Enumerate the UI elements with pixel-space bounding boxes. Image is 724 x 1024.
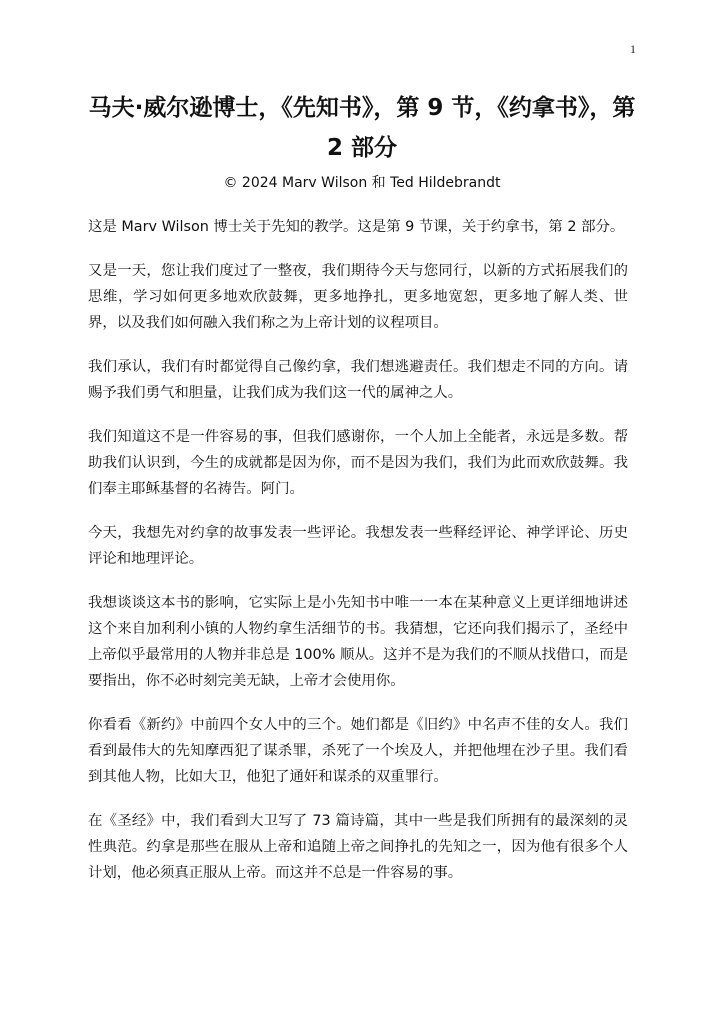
document-body xyxy=(88,214,628,904)
paragraph: 这是 Marv Wilson 博士关于先知的教学。这是第 9 节课，关于约拿书，第 2 部分。 xyxy=(88,219,625,235)
document-title: 马夫·威尔逊博士，《先知书》，第 9 节，《约拿书》，第 2 部分 xyxy=(88,95,636,161)
paragraph: 我想谈谈这本书的影响，它实际上是小先知书中唯一一本在某种意义上更详细地讲述这个来自加利利小镇的人物约拿生活细节的书。我猜想，它还向我们揭示了，圣经中上帝似乎最常用的人物并非总是 100% 顺从。这并不是为我们的不顺从找借口，而是要指出，你不必时刻完美无缺，上帝才会使用你。 xyxy=(88,595,628,689)
paragraph: 你看看《新约》中前四个女人中的三个。她们都是《旧约》中名声不佳的女人。我们看到最伟大的先知摩西犯了谋杀罪，杀死了一个埃及人，并把他埋在沙子里。我们看到其他人物，比如大卫，他犯了通奸和谋杀的双重罪行。 xyxy=(88,717,628,785)
paragraph: 又是一天，您让我们度过了一整夜，我们期待今天与您同行，以新的方式拓展我们的思维，学习如何更多地欢欣鼓舞，更多地挣扎，更多地宽恕，更多地了解人类、世界，以及我们如何融入我们称之为上帝计划的议程项目。 xyxy=(88,263,628,331)
paragraph: 在《圣经》中，我们看到大卫写了 73 篇诗篇，其中一些是我们所拥有的最深刻的灵性典范。约拿是那些在服从上帝和追随上帝之间挣扎的先知之一，因为他有很多个人计划，他必须真正服从上帝。而这并不总是一件容易的事。 xyxy=(88,813,628,881)
copyright-line: © 2024 Marv Wilson 和 Ted Hildebrandt xyxy=(223,175,501,191)
page-number: 1 xyxy=(630,42,636,56)
paragraph: 我们知道这不是一件容易的事，但我们感谢你，一个人加上全能者，永远是多数。帮助我们认识到，今生的成就都是因为你，而不是因为我们，我们为此而欢欣鼓舞。我们奉主耶稣基督的名祷告。阿门。 xyxy=(88,429,628,497)
paragraph: 今天，我想先对约拿的故事发表一些评论。我想发表一些释经评论、神学评论、历史评论和地理评论。 xyxy=(88,525,628,567)
paragraph: 我们承认，我们有时都觉得自己像约拿，我们想逃避责任。我们想走不同的方向。请赐予我们勇气和胆量，让我们成为我们这一代的属神之人。 xyxy=(88,359,628,401)
